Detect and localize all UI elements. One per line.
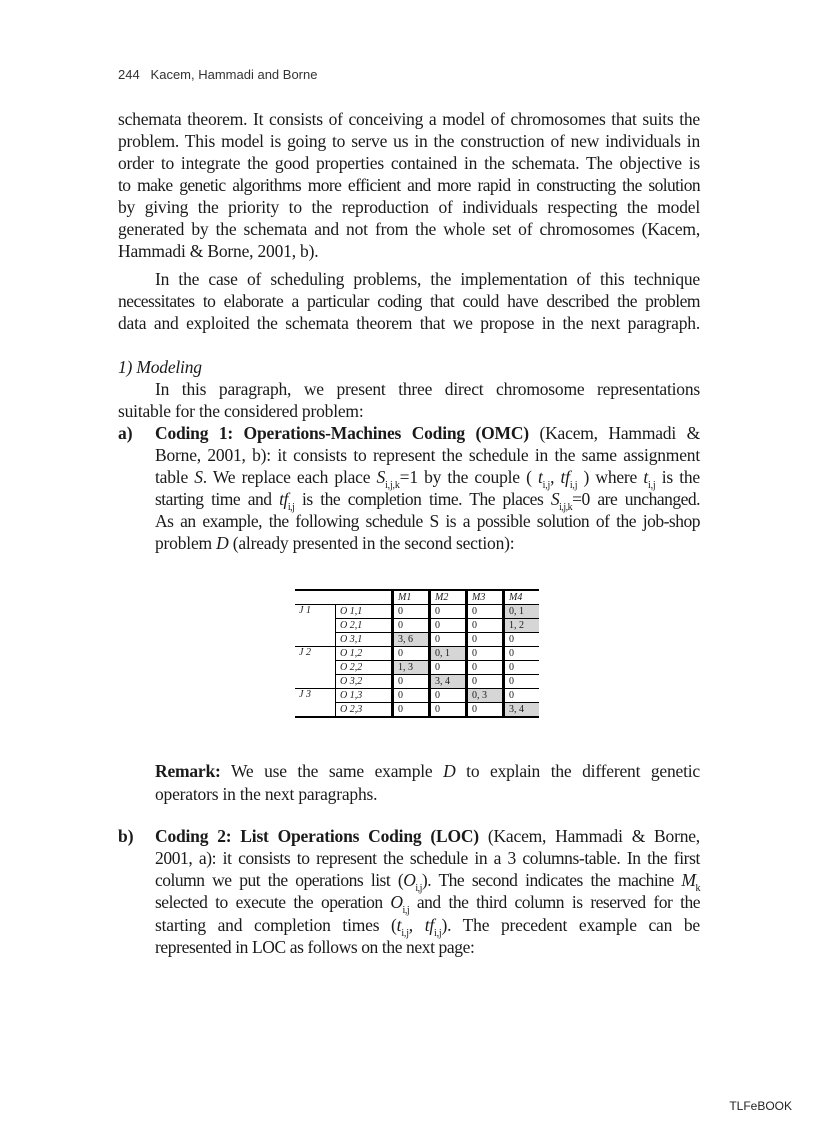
operation-cell: O 1,3 xyxy=(336,689,393,703)
text-line: operators in the next paragraphs. xyxy=(155,784,378,804)
value-cell: 1, 3 xyxy=(393,661,430,675)
value-cell: 3, 6 xyxy=(393,633,430,647)
value-cell: 0 xyxy=(430,633,467,647)
table-row xyxy=(295,605,539,619)
text: is the completion time. The places xyxy=(294,489,551,509)
text: =0 are unchanged. xyxy=(572,489,700,509)
text: S xyxy=(194,467,203,487)
text: tf xyxy=(279,489,288,509)
operation-cell: O 3,2 xyxy=(336,675,393,689)
text: table xyxy=(155,467,195,487)
empty-cell xyxy=(336,590,393,605)
text: i,j xyxy=(287,502,295,513)
value-cell: 0 xyxy=(467,703,504,718)
text: to explain the different genetic xyxy=(455,761,700,781)
text-line: Hammadi & Borne, 2001, b). xyxy=(118,241,319,261)
column-header: M4 xyxy=(504,590,540,605)
value-cell: 0 xyxy=(430,689,467,703)
omc-schedule-table xyxy=(295,589,539,718)
text-line: As an example, the following schedule S is a possible solution of the job-shop xyxy=(155,511,700,531)
value-cell: 0 xyxy=(467,647,504,661)
value-cell: 0 xyxy=(467,633,504,647)
value-cell: 0 xyxy=(504,689,540,703)
footer-watermark: TLFeBOOK xyxy=(729,1099,792,1113)
text: i,j,k xyxy=(559,502,573,513)
text: S xyxy=(376,467,386,487)
value-cell: 0 xyxy=(430,605,467,619)
text-line: by giving the priority to the reproduction of individuals respecting the model xyxy=(118,197,700,217)
value-cell: 0 xyxy=(393,619,430,633)
text-line: schemata theorem. It consists of conceiving a model of chromosomes that suits the xyxy=(118,109,700,129)
value-cell: 0, 3 xyxy=(467,689,504,703)
text: i,j xyxy=(402,905,410,916)
column-header: M1 xyxy=(393,590,430,605)
job-cell xyxy=(295,675,336,689)
text: We use the same example xyxy=(220,761,444,781)
text: and the third column is reserved for the xyxy=(409,892,700,912)
value-cell: 3, 4 xyxy=(504,703,540,718)
job-cell: J 1 xyxy=(299,605,311,616)
operation-cell: O 1,1 xyxy=(336,605,393,619)
value-cell: 0 xyxy=(393,703,430,718)
text-line: 2001, a): it consists to represent the schedule in a 3 columns-table. In the first xyxy=(155,848,700,868)
text: where xyxy=(589,467,644,487)
text-line: problem. This model is going to serve us in the construction of new individuals in xyxy=(118,131,700,151)
text: =1 by the couple ( xyxy=(399,467,538,487)
text: O xyxy=(403,870,416,890)
header-authors: Kacem, Hammadi and Borne xyxy=(150,67,318,82)
text: D xyxy=(443,761,456,781)
operation-cell: O 1,2 xyxy=(336,647,393,661)
value-cell: 0 xyxy=(430,661,467,675)
running-header xyxy=(118,67,317,82)
text: i,j,k xyxy=(385,480,400,491)
text: selected to execute the operation xyxy=(155,892,391,912)
text: i,j xyxy=(415,883,422,894)
table-row xyxy=(295,619,539,633)
value-cell: 0 xyxy=(393,605,430,619)
job-cell xyxy=(295,633,336,647)
value-cell: 0, 1 xyxy=(430,647,467,661)
column-header: M3 xyxy=(467,590,504,605)
value-cell: 0 xyxy=(467,605,504,619)
text-line: data and exploited the schemata theorem that we propose in the next paragraph. xyxy=(118,313,700,333)
text: i,j xyxy=(569,480,578,491)
text: . We replace each place xyxy=(202,467,377,487)
value-cell: 0 xyxy=(393,647,430,661)
text: (already presented in the second section): xyxy=(228,533,515,553)
table-row xyxy=(295,647,539,661)
text-line: In the case of scheduling problems, the implementation of this technique xyxy=(155,269,700,289)
text: t xyxy=(396,915,402,935)
text: is the xyxy=(655,467,700,487)
text: (Kacem, Hammadi & xyxy=(528,423,700,443)
value-cell: 3, 4 xyxy=(430,675,467,689)
text: ). The second indicates the machine xyxy=(421,870,682,890)
text: problem xyxy=(155,533,217,553)
text-line: order to integrate the good properties contained in the schemata. The objective is xyxy=(118,153,700,173)
text: starting and completion times ( xyxy=(155,915,397,935)
value-cell: 0, 1 xyxy=(504,605,540,619)
value-cell: 0 xyxy=(504,633,540,647)
text: S xyxy=(550,489,560,509)
text-line: In this paragraph, we present three direct chromosome representations xyxy=(155,379,700,399)
text: ). The precedent example can be xyxy=(441,915,700,935)
text-line: to make genetic algorithms more efficient and more rapid in constructing the solution xyxy=(118,175,700,195)
value-cell: 0 xyxy=(430,703,467,718)
text: O xyxy=(390,892,403,912)
job-cell xyxy=(295,703,336,718)
job-cell xyxy=(295,619,336,633)
table-row xyxy=(295,675,539,689)
section-heading: 1) Modeling xyxy=(118,357,202,377)
job-cell xyxy=(295,661,336,675)
text: i,j xyxy=(542,480,551,491)
empty-cell xyxy=(295,590,336,605)
text: M xyxy=(681,870,696,890)
item-label: a) xyxy=(118,423,133,443)
table-row xyxy=(295,633,539,647)
value-cell: 0 xyxy=(504,647,540,661)
operation-cell: O 3,1 xyxy=(336,633,393,647)
text: i,j xyxy=(648,480,656,491)
job-cell: J 3 xyxy=(299,689,311,700)
table-row xyxy=(295,689,539,703)
text-line: necessitates to elaborate a particular coding that could have described the problem xyxy=(118,291,700,311)
text: i,j xyxy=(434,928,442,939)
text: t xyxy=(643,467,649,487)
operation-cell: O 2,2 xyxy=(336,661,393,675)
value-cell: 0 xyxy=(430,619,467,633)
operation-cell: O 2,1 xyxy=(336,619,393,633)
value-cell: 0 xyxy=(467,661,504,675)
value-cell: 0 xyxy=(467,675,504,689)
value-cell: 0 xyxy=(393,689,430,703)
value-cell: 0 xyxy=(467,619,504,633)
table-row xyxy=(295,661,539,675)
text-line: represented in LOC as follows on the next page: xyxy=(155,937,475,957)
value-cell: 0 xyxy=(393,675,430,689)
value-cell: 1, 2 xyxy=(504,619,540,633)
item-label: b) xyxy=(118,826,134,846)
text: t xyxy=(537,467,543,487)
text-line: generated by the schemata and not from the whole set of chromosomes (Kacem, xyxy=(118,219,700,239)
table-row xyxy=(295,703,539,718)
coding-title: Coding 2: List Operations Coding (LOC) xyxy=(155,826,479,846)
text: (Kacem, Hammadi & Borne, xyxy=(478,826,700,846)
text: starting time and xyxy=(155,489,280,509)
text-line: Borne, 2001, b): it consists to represent the schedule in the same assignment xyxy=(155,445,700,465)
value-cell: 0 xyxy=(504,661,540,675)
table-header-row xyxy=(295,590,539,605)
text: k xyxy=(695,883,700,894)
value-cell: 0 xyxy=(504,675,540,689)
coding-title: Coding 1: Operations-Machines Coding (OMC) xyxy=(155,423,529,443)
text: D xyxy=(216,533,229,553)
text: tf xyxy=(424,915,435,935)
page-number: 244 xyxy=(118,67,140,82)
text: column we put the operations list ( xyxy=(155,870,404,890)
remark-label: Remark: xyxy=(155,761,221,781)
text: tf xyxy=(560,467,570,487)
operation-cell: O 2,3 xyxy=(336,703,393,718)
text: i,j xyxy=(401,928,409,939)
text-line: suitable for the considered problem: xyxy=(118,401,364,421)
job-cell: J 2 xyxy=(299,647,311,658)
column-header: M2 xyxy=(430,590,467,605)
